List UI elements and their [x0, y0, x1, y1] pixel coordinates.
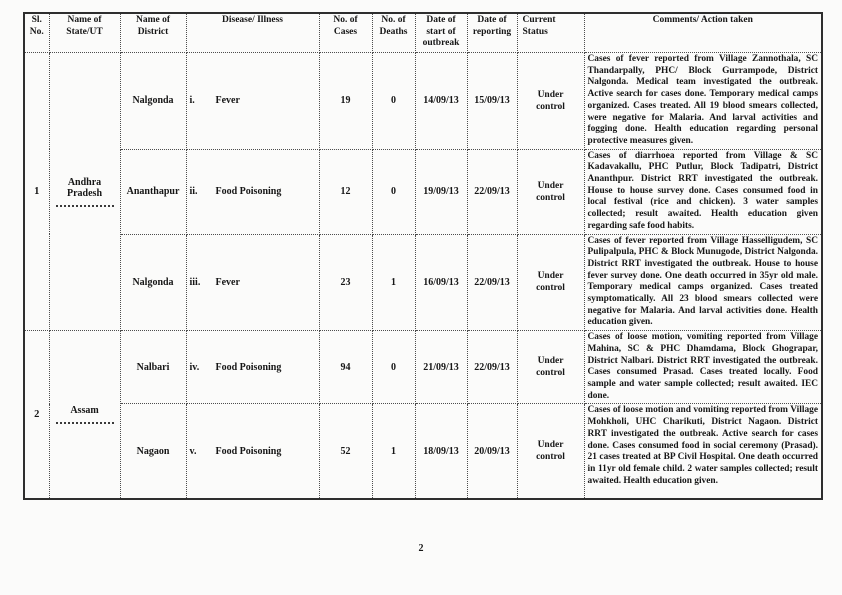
cases-cell: 23 — [319, 234, 372, 331]
start-date-cell: 14/09/13 — [415, 53, 467, 150]
comment-cell: Cases of fever reported from Village Zannothala, SC Thandarpally, PHC/ Block Gurrampode, District Nalgonda. Medical team investigated the outbreak. Active search for cases done. Temporary medical camps organized. Cases treated. All 19 blood smears collected, were negative for Malaria. And larval activities and fogging done. Health education regarding personal protective measures given. — [584, 53, 822, 150]
page-number: 2 — [418, 543, 424, 554]
header-disease: Disease/ Illness — [186, 13, 319, 53]
state-name: Assam — [70, 405, 99, 417]
header-cases: No. of Cases — [319, 13, 372, 53]
district-cell: Nagaon — [120, 404, 186, 499]
status-cell — [517, 53, 584, 150]
header-comments: Comments/ Action taken — [584, 13, 822, 53]
table-row — [24, 149, 822, 234]
cases-cell: 19 — [319, 53, 372, 150]
state-name: Andhra Pradesh — [67, 176, 102, 199]
cases-cell: 52 — [319, 404, 372, 499]
comment-cell: Cases of loose motion, vomiting reported from Village Mahina, SC & PHC Dhamdama, Block Ghograpar, District Nalbari. District RRT investigated the outbreak. Cases consumed Prasad. Cases treated locally. Food sample and water sample collected; result awaited. IEC done. — [584, 331, 822, 404]
start-date-cell: 18/09/13 — [415, 404, 467, 499]
report-date-cell: 22/09/13 — [467, 149, 517, 234]
deaths-cell: 0 — [372, 331, 415, 404]
outbreak-report-table — [23, 12, 823, 500]
sl-no-cell: 1 — [24, 53, 49, 331]
disease-cell — [186, 234, 319, 331]
start-date-cell: 21/09/13 — [415, 331, 467, 404]
disease-cell — [186, 404, 319, 499]
table-row — [24, 404, 822, 499]
disease-name: Fever — [215, 95, 240, 107]
header-sl-no: Sl. No. — [24, 13, 49, 53]
status-text: Under control — [536, 271, 565, 294]
header-district: Name of District — [120, 13, 186, 53]
cases-cell: 94 — [319, 331, 372, 404]
disease-index: iv. — [189, 361, 200, 373]
status-cell — [517, 404, 584, 499]
comment-cell: Cases of diarrhoea reported from Village & SC Kadavakallu, PHC Putlur, Block Tadipatri, District Ananthpur. District RRT investigated the outbreak. House to house survey done. Cases consumed food in local festival (rice and chicken). 3 water samples collected; result awaited. Health education given regarding safe food habits. — [584, 149, 822, 234]
status-text: Under control — [536, 356, 565, 379]
deaths-cell: 0 — [372, 53, 415, 150]
sl-no-cell: 2 — [24, 331, 49, 499]
start-date-cell: 16/09/13 — [415, 234, 467, 331]
status-cell — [517, 331, 584, 404]
header-status: Current Status — [517, 13, 584, 53]
disease-cell — [186, 53, 319, 150]
status-cell — [517, 234, 584, 331]
header-report-date: Date of reporting — [467, 13, 517, 53]
header-state: Name of State/UT — [49, 13, 120, 53]
report-date-cell: 20/09/13 — [467, 404, 517, 499]
disease-cell — [186, 331, 319, 404]
deaths-cell: 1 — [372, 404, 415, 499]
cases-cell: 12 — [319, 149, 372, 234]
header-start-date: Date of start of outbreak — [415, 13, 467, 53]
disease-index: iii. — [189, 276, 201, 288]
table-header-row — [24, 13, 822, 53]
header-deaths: No. of Deaths — [372, 13, 415, 53]
table-row — [24, 53, 822, 150]
table-row — [24, 331, 822, 404]
district-cell: Nalgonda — [120, 234, 186, 331]
report-date-cell: 15/09/13 — [467, 53, 517, 150]
state-dotted-underline — [56, 422, 114, 424]
status-text: Under control — [536, 440, 565, 463]
table-row — [24, 234, 822, 331]
state-cell — [49, 53, 120, 331]
deaths-cell: 1 — [372, 234, 415, 331]
district-cell: Ananthapur — [120, 149, 186, 234]
report-date-cell: 22/09/13 — [467, 234, 517, 331]
status-cell — [517, 149, 584, 234]
disease-name: Fever — [215, 276, 240, 288]
disease-index: v. — [189, 445, 197, 457]
state-cell — [49, 331, 120, 499]
disease-cell — [186, 149, 319, 234]
district-cell: Nalgonda — [120, 53, 186, 150]
status-text: Under control — [536, 89, 565, 112]
report-date-cell: 22/09/13 — [467, 331, 517, 404]
comment-cell: Cases of loose motion and vomiting reported from Village Mohkholi, UHC Charikuti, District Nagaon. District RRT investigated the outbreak. Active search for cases done. Cases consumed food in social ceremony (Prasad). 21 cases treated at BP Civil Hospital. One death occurred in 11yr old female child. 2 water samples collected; result awaited. Health education given. — [584, 404, 822, 499]
disease-name: Food Poisoning — [215, 186, 282, 198]
disease-name: Food Poisoning — [215, 445, 282, 457]
comment-cell: Cases of fever reported from Village Hasselligudem, SC Pulipalpula, PHC & Block Munugode, District Nalgonda. District RRT investigated the outbreak. House to house fever survey done. One death occurred in 35yr old male. Temporary medical camps organized. Cases treated symptomatically. All 23 blood smears collected were negative for Malaria. And larval activities done. Health education given. — [584, 234, 822, 331]
disease-name: Food Poisoning — [215, 361, 282, 373]
disease-index: i. — [189, 95, 195, 107]
disease-index: ii. — [189, 186, 198, 198]
start-date-cell: 19/09/13 — [415, 149, 467, 234]
district-cell: Nalbari — [120, 331, 186, 404]
deaths-cell: 0 — [372, 149, 415, 234]
state-dotted-underline — [56, 205, 114, 207]
status-text: Under control — [536, 180, 565, 203]
